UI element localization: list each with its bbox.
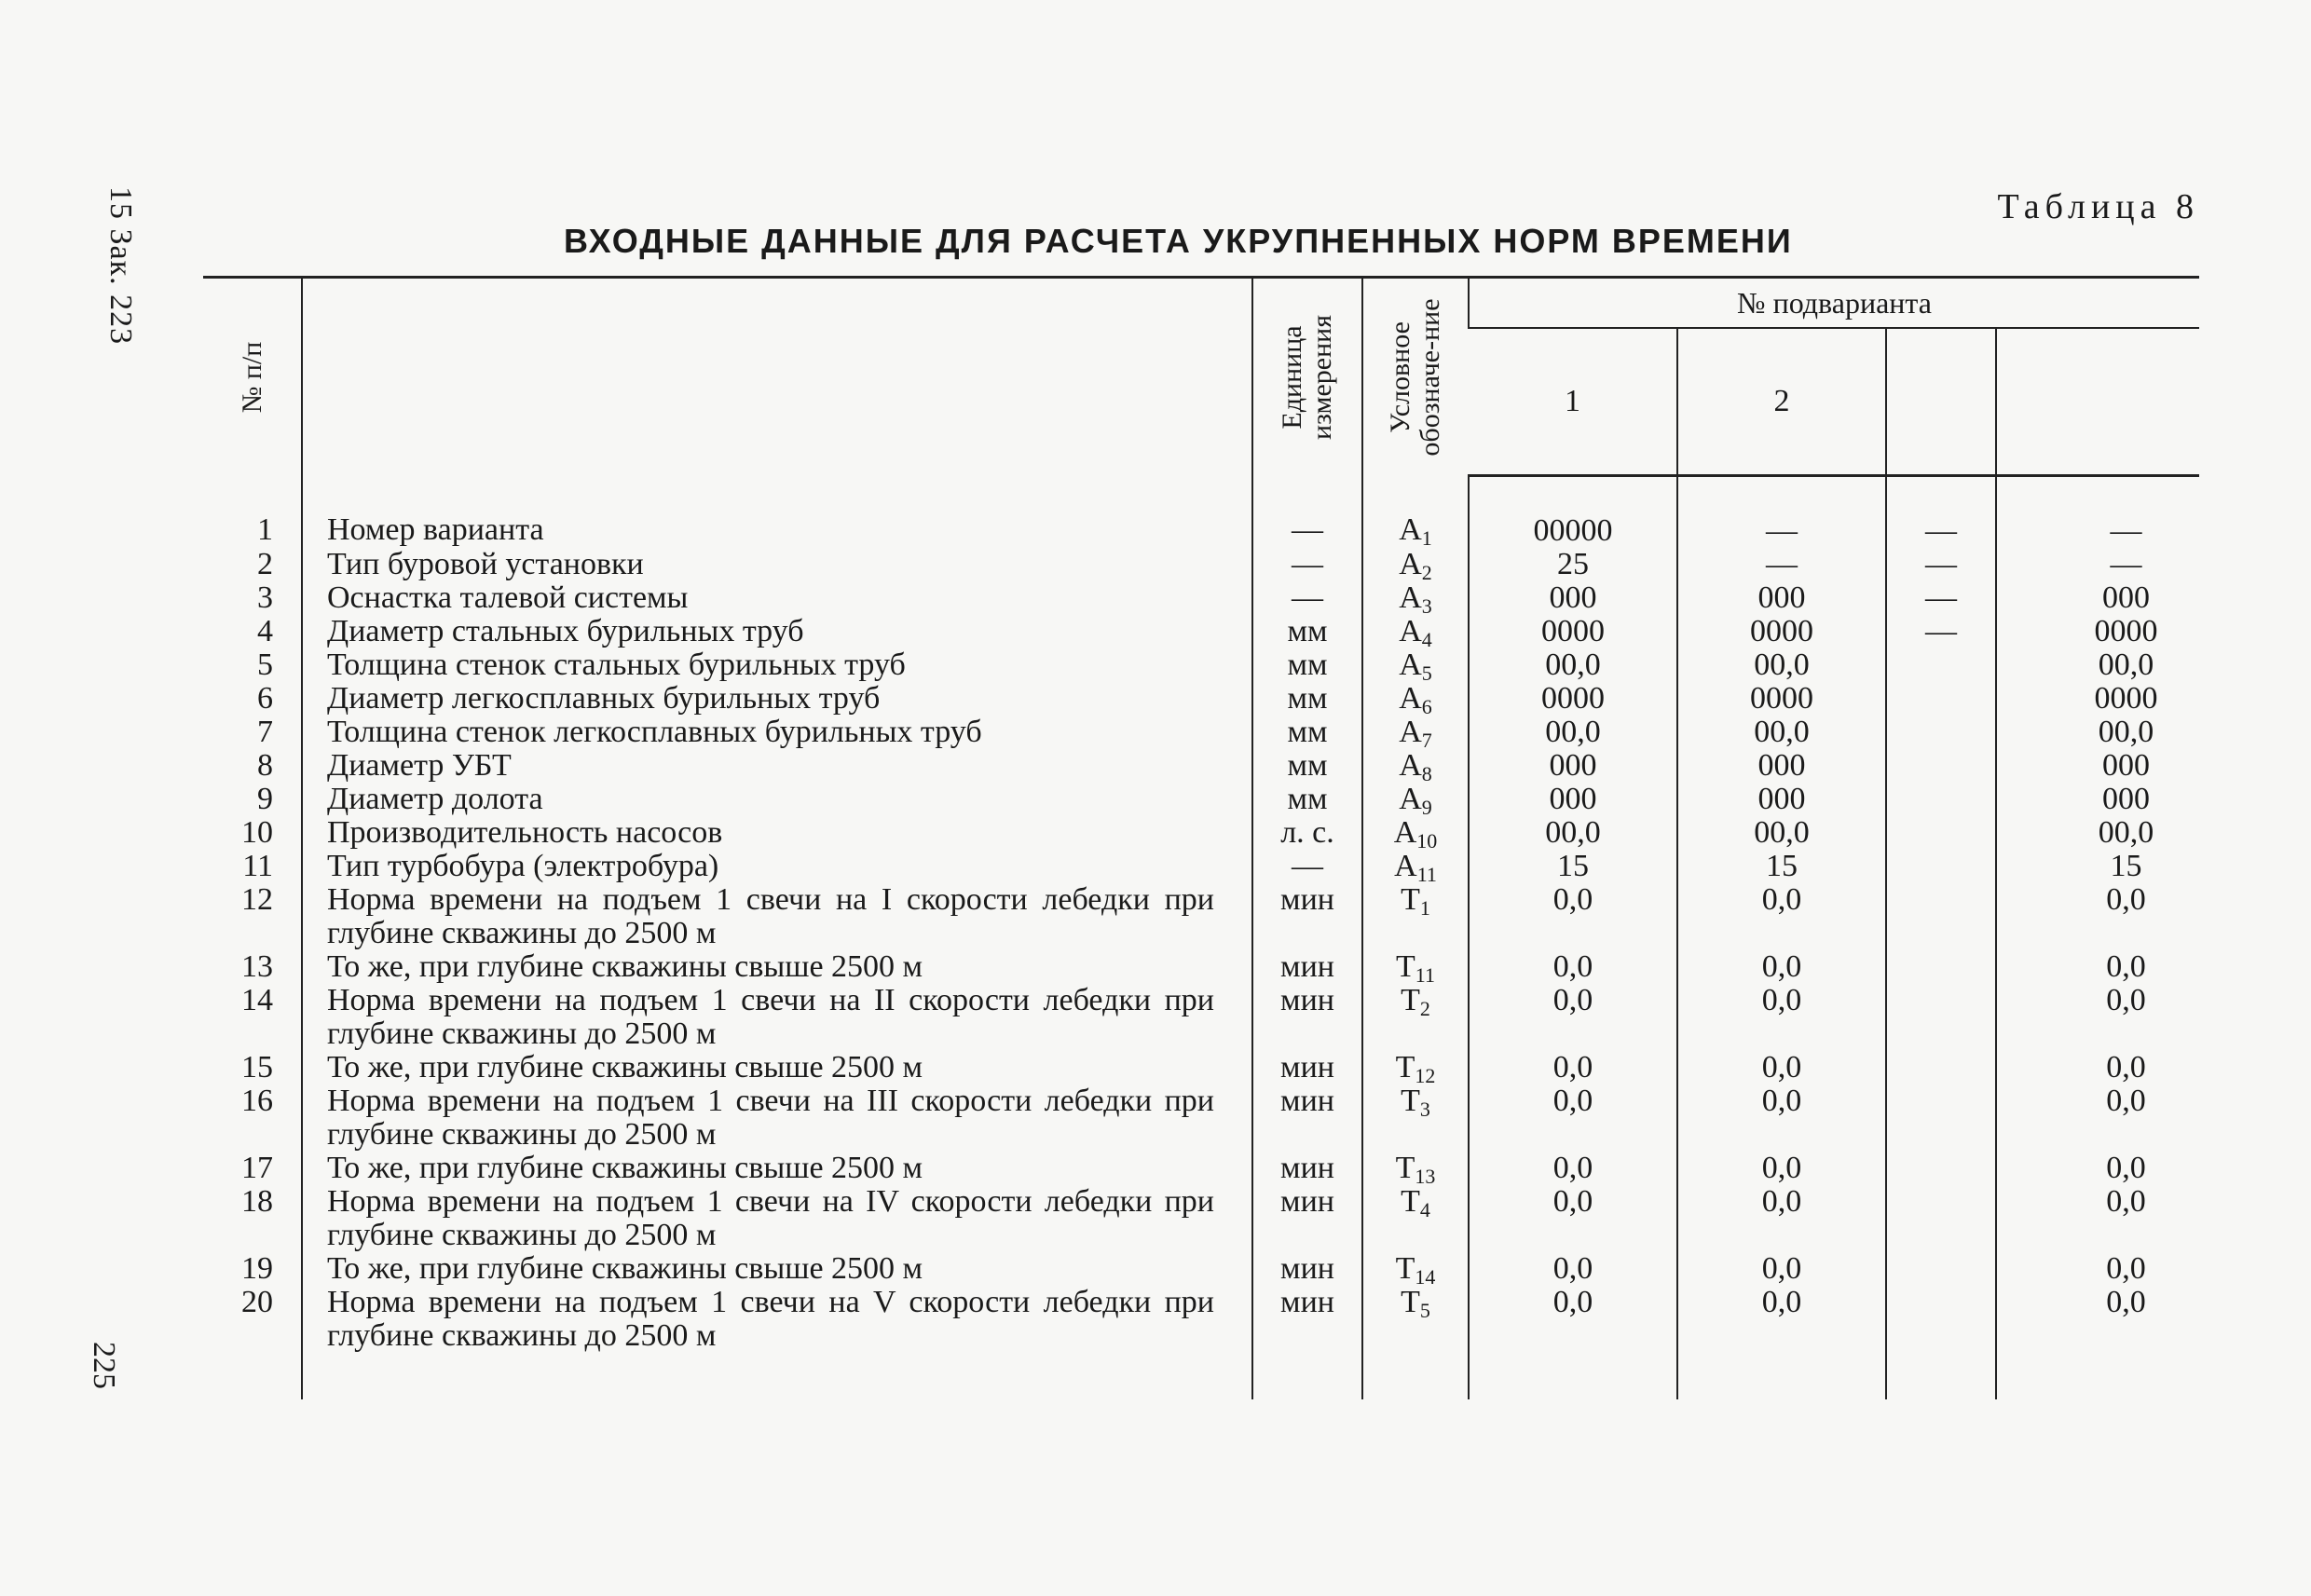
row-value-4: 0,0 [1996,1051,2199,1084]
row-unit: мин [1252,1286,1362,1399]
symbol-index: 2 [1421,561,1432,584]
symbol-letter: T [1395,1050,1415,1084]
row-symbol [1362,547,1469,584]
row-value-4: 0000 [1996,682,2199,716]
row-value-1: 15 [1469,850,1677,883]
table-row [203,1252,2199,1286]
row-name: Диаметр долота [302,783,1252,816]
table-row [203,950,2199,984]
row-value-2: 0000 [1677,682,1886,716]
symbol-letter: A [1399,681,1422,716]
row-value-1: 00,0 [1469,648,1677,682]
row-number: 6 [257,681,273,716]
row-value-1: 0000 [1469,682,1677,716]
symbol-letter: A [1399,614,1422,648]
symbol-letter: A [1399,782,1422,816]
row-value-2: 000 [1677,749,1886,783]
symbol-index: 7 [1421,729,1432,752]
row-value-3 [1886,1185,1996,1252]
row-symbol [1362,715,1469,752]
symbol-letter: A [1399,748,1422,783]
row-name: Норма времени на подъем 1 свечи на I скорости лебедки при глубине скважины до 2500 м [302,883,1252,950]
row-number: 17 [241,1151,273,1185]
symbol-index: 1 [1421,525,1432,550]
page-title: ВХОДНЫЕ ДАННЫЕ ДЛЯ РАСЧЕТА УКРУПНЕННЫХ НОРМ ВРЕМЕНИ [564,222,1793,260]
row-unit: мин [1252,1051,1362,1084]
row-unit: мм [1252,716,1362,749]
row-value-4: 0,0 [1996,1152,2199,1185]
row-symbol [1362,782,1469,819]
symbol-index: 2 [1419,997,1430,1020]
symbol-index: 11 [1415,963,1435,987]
symbol-letter: T [1401,1285,1420,1319]
row-number: 3 [257,580,273,615]
symbol-index: 11 [1416,863,1437,886]
row-value-3 [1886,850,1996,883]
row-value-4: 00,0 [1996,816,2199,850]
row-value-4: 000 [1996,749,2199,783]
symbol-letter: A [1399,512,1422,547]
row-unit: мм [1252,783,1362,816]
row-symbol [1362,949,1469,987]
row-value-3: — [1886,615,1996,648]
symbol-letter: T [1401,882,1420,917]
row-value-2: 0,0 [1677,1152,1886,1185]
row-unit: мм [1252,615,1362,648]
symbol-index: 9 [1421,796,1432,819]
row-unit: мм [1252,682,1362,716]
row-number: 9 [257,782,273,816]
row-name: Тип турбобура (электробура) [302,850,1252,883]
row-value-1: 0,0 [1469,1252,1677,1286]
table-row [203,648,2199,682]
symbol-letter: A [1393,815,1417,850]
row-number: 10 [241,815,273,850]
row-value-2: 0000 [1677,615,1886,648]
row-value-4: 0,0 [1996,984,2199,1051]
row-value-3 [1886,984,1996,1051]
row-value-4: 0,0 [1996,1185,2199,1252]
row-value-2: 0,0 [1677,1252,1886,1286]
row-symbol [1362,648,1469,685]
row-value-3 [1886,783,1996,816]
row-value-2: 000 [1677,581,1886,615]
row-value-1: 0,0 [1469,984,1677,1051]
row-symbol [1362,476,1469,549]
row-symbol [1362,1185,1469,1252]
row-number: 13 [241,949,273,984]
row-value-1: 25 [1469,548,1677,581]
table-row [203,850,2199,883]
row-symbol [1362,1286,1469,1399]
row-unit: мин [1252,883,1362,950]
row-number: 20 [241,1285,273,1319]
row-symbol [1362,1151,1469,1188]
row-value-2: 0,0 [1677,1185,1886,1252]
symbol-letter: T [1395,1151,1415,1185]
row-name: Диаметр УБТ [302,749,1252,783]
row-symbol [1362,1050,1469,1087]
row-value-2: 00,0 [1677,716,1886,749]
row-value-1: 00,0 [1469,816,1677,850]
row-unit: мм [1252,749,1362,783]
row-value-1: 0000 [1469,615,1677,648]
header-sub-3 [1886,328,1996,476]
row-value-2: 15 [1677,850,1886,883]
row-name: Толщина стенок легкосплавных бурильных труб [302,716,1252,749]
row-number: 2 [257,547,273,581]
row-name: Норма времени на подъем 1 свечи на V скорости лебедки при глубине скважины до 2500 м [302,1286,1252,1399]
row-value-4: — [1996,548,2199,581]
row-value-4: 00,0 [1996,648,2199,682]
row-value-1: 0,0 [1469,1185,1677,1252]
table-row [203,476,2199,549]
table-body [203,476,2199,1400]
symbol-letter: T [1395,1251,1415,1286]
row-value-2: 00,0 [1677,816,1886,850]
row-unit: — [1252,476,1362,549]
row-name: Оснастка талевой системы [302,581,1252,615]
symbol-index: 3 [1421,594,1432,618]
row-name: То же, при глубине скважины свыше 2500 м [302,1051,1252,1084]
row-value-4: 0,0 [1996,950,2199,984]
row-value-2: 0,0 [1677,1084,1886,1152]
row-value-4: 15 [1996,850,2199,883]
table-row [203,1051,2199,1084]
row-number: 4 [257,614,273,648]
row-number: 8 [257,748,273,783]
row-value-4: 0000 [1996,615,2199,648]
row-symbol [1362,580,1469,618]
row-value-4: 0,0 [1996,1084,2199,1152]
row-value-1: 000 [1469,581,1677,615]
symbol-index: 4 [1419,1198,1430,1221]
row-number: 7 [257,715,273,749]
symbol-letter: T [1401,1184,1420,1219]
row-value-1: 0,0 [1469,950,1677,984]
row-value-3 [1886,648,1996,682]
row-value-1: 0,0 [1469,1084,1677,1152]
row-name: Тип буровой установки [302,548,1252,581]
symbol-index: 14 [1415,1265,1436,1289]
row-number: 19 [241,1251,273,1286]
row-number: 16 [241,1084,273,1118]
row-value-1: 0,0 [1469,1051,1677,1084]
row-value-1: 0,0 [1469,883,1677,950]
row-symbol [1362,815,1469,853]
row-unit: мин [1252,1185,1362,1252]
header-subvariant: № подварианта [1469,278,2199,329]
header-no-label: № п/п [236,341,267,414]
symbol-index: 3 [1419,1098,1430,1121]
data-table [203,276,2199,1399]
row-unit: мин [1252,1252,1362,1286]
symbol-index: 5 [1419,1299,1430,1322]
row-value-1: 000 [1469,749,1677,783]
header-no [203,278,302,476]
symbol-letter: A [1399,580,1422,615]
table-row [203,1152,2199,1185]
row-value-1: 0,0 [1469,1286,1677,1399]
row-name: Диаметр легкосплавных бурильных труб [302,682,1252,716]
table-row [203,783,2199,816]
row-value-3: — [1886,581,1996,615]
row-value-2: 00,0 [1677,648,1886,682]
symbol-index: 4 [1421,628,1432,651]
side-note: 15 Зак. 223 [103,186,138,346]
row-value-3 [1886,1252,1996,1286]
row-value-3 [1886,1152,1996,1185]
symbol-letter: A [1394,849,1417,883]
row-value-4: 0,0 [1996,1286,2199,1399]
symbol-index: 10 [1416,829,1438,853]
row-value-2: 0,0 [1677,1286,1886,1399]
header-symbol [1362,278,1469,476]
row-name: Толщина стенок стальных бурильных труб [302,648,1252,682]
table-row [203,883,2199,950]
row-number: 15 [241,1050,273,1084]
row-unit: л. с. [1252,816,1362,850]
row-name: Норма времени на подъем 1 свечи на III скорости лебедки при глубине скважины до 2500 м [302,1084,1252,1152]
row-value-2: — [1677,548,1886,581]
row-value-3 [1886,682,1996,716]
row-value-1: 00000 [1469,476,1677,549]
table-row [203,1185,2199,1252]
row-value-2: 0,0 [1677,1051,1886,1084]
header-sub-4 [1996,328,2199,476]
row-symbol [1362,749,1469,783]
row-name: Норма времени на подъем 1 свечи на IV скорости лебедки при глубине скважины до 2500 м [302,1185,1252,1252]
row-value-4: 0,0 [1996,1252,2199,1286]
row-value-1: 00,0 [1469,716,1677,749]
row-value-3: — [1886,476,1996,549]
row-value-2: 0,0 [1677,883,1886,950]
table-label: Таблица 8 [1997,187,2199,226]
symbol-letter: T [1396,949,1415,984]
row-name: Диаметр стальных бурильных труб [302,615,1252,648]
row-symbol [1362,1251,1469,1289]
row-name: То же, при глубине скважины свыше 2500 м [302,1252,1252,1286]
row-name: Номер варианта [302,476,1252,549]
row-name: Производительность насосов [302,816,1252,850]
symbol-index: 5 [1421,662,1432,685]
row-value-4: 00,0 [1996,716,2199,749]
row-value-3 [1886,1286,1996,1399]
table-row [203,1286,2199,1399]
row-number: 1 [257,512,273,547]
row-value-1: 0,0 [1469,1152,1677,1185]
header-symbol-label: Условное обозначе-ние [1385,298,1445,457]
row-value-3: — [1886,548,1996,581]
header-sub-2: 2 [1677,328,1886,476]
row-value-3 [1886,1051,1996,1084]
table-row [203,716,2199,749]
row-value-3 [1886,883,1996,950]
row-unit: — [1252,581,1362,615]
row-value-2: 0,0 [1677,950,1886,984]
symbol-index: 13 [1415,1165,1436,1188]
row-symbol [1362,1084,1469,1152]
row-symbol [1362,883,1469,950]
symbol-letter: T [1401,1084,1420,1118]
row-value-3 [1886,716,1996,749]
row-unit: мм [1252,648,1362,682]
row-unit: мин [1252,984,1362,1051]
row-number: 12 [241,882,273,917]
row-unit: мин [1252,1152,1362,1185]
symbol-letter: A [1399,715,1422,749]
symbol-letter: T [1401,983,1420,1017]
symbol-index: 12 [1415,1064,1436,1087]
row-symbol [1362,614,1469,651]
row-unit: — [1252,548,1362,581]
header-unit-label: Единица измерения [1277,314,1337,440]
table-row [203,615,2199,648]
row-unit: мин [1252,950,1362,984]
table-row [203,682,2199,716]
row-value-4: 0,0 [1996,883,2199,950]
table-row [203,984,2199,1051]
row-value-4: 000 [1996,581,2199,615]
row-symbol [1362,984,1469,1051]
row-number: 18 [241,1184,273,1219]
row-value-2: — [1677,476,1886,549]
page-number: 225 [87,1342,121,1389]
row-symbol [1362,682,1469,716]
symbol-index: 8 [1421,762,1432,785]
row-value-1: 000 [1469,783,1677,816]
table-row [203,1084,2199,1152]
row-name: То же, при глубине скважины свыше 2500 м [302,950,1252,984]
row-value-4: — [1996,476,2199,549]
header-unit [1252,278,1362,476]
row-name: Норма времени на подъем 1 свечи на II скорости лебедки при глубине скважины до 2500 м [302,984,1252,1051]
row-value-3 [1886,749,1996,783]
row-value-4: 000 [1996,783,2199,816]
row-unit: — [1252,850,1362,883]
symbol-index: 1 [1419,896,1430,920]
table-row [203,749,2199,783]
table-row [203,548,2199,581]
row-number: 5 [257,648,273,682]
row-value-3 [1886,950,1996,984]
symbol-index: 6 [1421,695,1432,718]
header-sub-1: 1 [1469,328,1677,476]
symbol-letter: A [1399,648,1422,682]
row-number: 14 [241,983,273,1017]
row-value-2: 0,0 [1677,984,1886,1051]
row-name: То же, при глубине скважины свыше 2500 м [302,1152,1252,1185]
row-value-3 [1886,816,1996,850]
row-unit: мин [1252,1084,1362,1152]
symbol-letter: A [1399,547,1422,581]
row-value-2: 000 [1677,783,1886,816]
row-value-3 [1886,1084,1996,1152]
header-name [302,278,1252,476]
row-number: 11 [242,849,273,883]
table-row [203,816,2199,850]
table-row [203,581,2199,615]
row-symbol [1362,849,1469,886]
